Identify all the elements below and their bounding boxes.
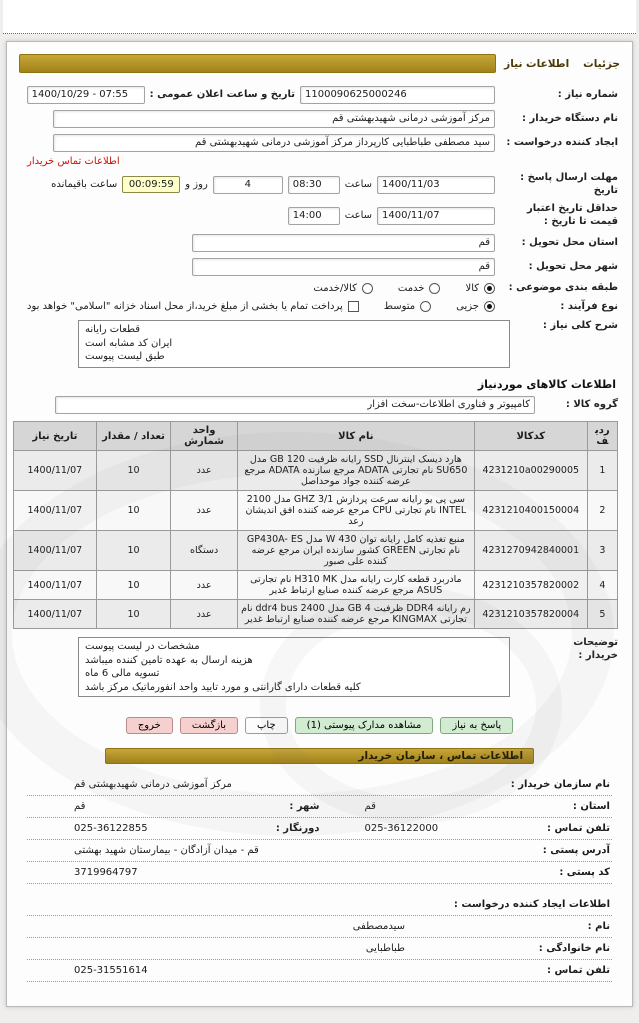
postal-address-value: قم - میدان آزادگان - بیمارستان شهید بهشتی	[74, 845, 259, 856]
creator-info-header-row	[27, 894, 612, 916]
creator-last-name-label: نام خانوادگی :	[538, 943, 610, 954]
need-date-cell: 1400/11/07	[14, 600, 97, 629]
postal-code-value: 3719964797	[74, 867, 138, 878]
response-deadline-label: مهلت ارسال پاسخ : تاریخ	[520, 172, 618, 196]
radio-goods[interactable]	[484, 283, 495, 294]
radio-goods-service-label: کالا/خدمت	[313, 282, 357, 294]
goods-row	[14, 491, 618, 531]
postal-address-label: آدرس پستی :	[542, 845, 610, 856]
page-top-divider	[3, 0, 636, 34]
row-number-cell: 2	[587, 491, 617, 531]
need-date-cell: 1400/11/07	[14, 571, 97, 600]
item-code-cell: 4231210400150004	[474, 491, 587, 531]
buyer-org-field[interactable]: مرکز آموزشی درمانی شهیدبهشتی قم	[53, 110, 495, 128]
buyer-notes-label: توضیحات خریدار :	[573, 637, 618, 661]
buyer-contact-section	[27, 774, 612, 982]
buyer-notes-line: هزینه ارسال به عهده تامین کننده میباشد	[85, 654, 253, 666]
buyer-org-label: نام دستگاه خریدار :	[522, 112, 618, 124]
qty-cell: 10	[96, 571, 171, 600]
process-type-label: نوع فرآیند :	[560, 300, 618, 312]
row-need-number	[13, 83, 626, 107]
phone-label: تلفن تماس :	[546, 823, 610, 834]
radio-goods-service[interactable]	[362, 283, 373, 294]
radio-minor-label: جزیی	[456, 301, 479, 313]
gold-header-bar	[19, 54, 496, 73]
exit-button[interactable]: خروج	[126, 717, 173, 734]
unit-cell: دستگاه	[171, 531, 238, 571]
row-goods-group	[13, 393, 626, 417]
header-unit: واحد شمارش	[171, 422, 238, 451]
creator-first-name-value: سیدمصطفی	[352, 921, 405, 932]
header-row-number: ردیف	[587, 422, 617, 451]
item-code-cell: 4231210357820002	[474, 571, 587, 600]
title-bar	[19, 54, 620, 73]
view-attachments-button[interactable]: مشاهده مدارک پیوستی (1)	[295, 717, 434, 734]
row-delivery-city	[13, 255, 626, 279]
tabs	[504, 58, 620, 70]
item-name-cell: منبع تغذیه کامل رایانه توان 430 W مدل GP430A- ES نام تجارتی GREEN کشور سازنده ایران مرجع عرضه کننده علی صبور	[237, 531, 474, 571]
validity-date-field[interactable]: 1400/11/07	[377, 207, 495, 225]
delivery-city-field[interactable]: قم	[192, 258, 495, 276]
phone-value: 025-36122000	[364, 823, 439, 834]
delivery-province-label: استان محل تحویل :	[521, 236, 618, 248]
radio-goods-label: کالا	[465, 282, 479, 294]
row-request-creator	[13, 131, 626, 155]
unit-cell: عدد	[171, 600, 238, 629]
creator-phone-value: 025-31551614	[74, 965, 148, 976]
delivery-province-field[interactable]: قم	[192, 234, 495, 252]
need-date-cell: 1400/11/07	[14, 451, 97, 491]
respond-to-need-button[interactable]: پاسخ به نیاز	[440, 717, 513, 734]
buyer-contact-section-title: اطلاعات تماس ، سازمان خریدار	[358, 750, 524, 762]
days-label: روز و	[185, 179, 208, 190]
row-buyer-org	[13, 107, 626, 131]
postal-address-row	[27, 840, 612, 862]
unit-cell: عدد	[171, 571, 238, 600]
row-response-deadline	[13, 169, 626, 200]
need-description-line: طبق لیست پیوست	[85, 351, 165, 362]
creator-first-name-label: نام :	[587, 921, 610, 932]
item-name-cell: رم رایانه DDR4 ظرفیت 4 GB مدل ddr4 bus 2400 نام تجارتی KINGMAX مرجع عرضه کننده صنایع ارتباط غدیر	[237, 600, 474, 629]
request-creator-label: ایجاد کننده درخواست :	[506, 136, 618, 148]
header-quantity: تعداد / مقدار	[96, 422, 171, 451]
item-code-cell: 4231210357820004	[474, 600, 587, 629]
phone-fax-row	[27, 818, 612, 840]
qty-cell: 10	[96, 531, 171, 571]
row-number-cell: 3	[587, 531, 617, 571]
need-date-cell: 1400/11/07	[14, 531, 97, 571]
header-item-name: نام کالا	[237, 422, 474, 451]
need-number-field[interactable]: 1100090625000246	[300, 86, 495, 104]
request-creator-field[interactable]: سید مصطفی طباطبایی کارپرداز مرکز آموزشی درمانی شهیدبهشتی قم	[53, 134, 495, 152]
treasury-checkbox-label: پرداخت تمام یا بخشی از مبلغ خرید،از محل اسناد خزانه "اسلامی" خواهد بود	[27, 301, 343, 313]
countdown-label: ساعت باقیمانده	[51, 179, 118, 190]
row-number-cell: 4	[587, 571, 617, 600]
need-description-line: ایران کد مشابه است	[85, 337, 173, 349]
tab-details[interactable]: جزئیات	[583, 57, 620, 70]
postal-code-label: کد پستی :	[559, 867, 610, 878]
city-field	[29, 801, 320, 812]
days-remaining-field: 4	[213, 176, 283, 194]
fax-value: 025-36122855	[74, 823, 148, 834]
fax-label: دورنگار :	[275, 823, 320, 834]
creator-phone-label: تلفن تماس :	[546, 965, 610, 976]
countdown-timer: 00:09:59	[122, 176, 180, 193]
need-date-cell: 1400/11/07	[14, 491, 97, 531]
goods-row	[14, 600, 618, 629]
city-value: قم	[74, 801, 86, 812]
goods-group-field[interactable]: کامپیوتر و فناوری اطلاعات-سخت افزار	[55, 396, 535, 414]
deadline-date-field[interactable]: 1400/11/03	[377, 176, 495, 194]
row-price-validity	[13, 200, 626, 231]
print-button[interactable]: چاپ	[245, 717, 288, 734]
announce-datetime-label: تاریخ و ساعت اعلان عمومی :	[149, 88, 295, 100]
treasury-checkbox[interactable]	[348, 301, 359, 312]
announce-datetime-field[interactable]: 1400/10/29 - 07:55	[27, 86, 145, 104]
row-buyer-notes	[13, 633, 626, 701]
item-code-cell: 4231270942840001	[474, 531, 587, 571]
goods-header-row	[14, 422, 618, 451]
unit-cell: عدد	[171, 491, 238, 531]
province-field	[320, 801, 611, 812]
deadline-time-field[interactable]: 08:30	[288, 176, 340, 194]
tab-need-info[interactable]: اطلاعات نیاز	[504, 57, 570, 70]
goods-table	[13, 421, 618, 629]
org-name-value: مرکز آموزشی درمانی شهیدبهشتی قم	[74, 779, 232, 790]
radio-service-label: خدمت	[397, 282, 425, 294]
province-city-row	[27, 796, 612, 818]
goods-group-label: گروه کالا :	[565, 398, 618, 410]
item-name-cell: هارد دیسک اینترنال SSD رایانه ظرفیت 120 GB مدل SU650 نام تجارتی ADATA مرجع سازنده ADATA مرجع عرضه کننده جواد موحداصل	[237, 451, 474, 491]
need-description-line: قطعات رایانه	[85, 324, 141, 335]
item-name-cell: سی پی یو رایانه سرعت پردازش 3/1 GHZ مدل 2100 INTEL نام تجارتی CPU مرجع عرضه کننده افق اندیشان رعد	[237, 491, 474, 531]
header-need-date: تاریخ نیاز	[14, 422, 97, 451]
creator-last-name-value: طباطبایی	[365, 943, 405, 954]
validity-hour-label: ساعت	[344, 210, 372, 221]
org-name-label: نام سازمان خریدار :	[510, 779, 610, 790]
qty-cell: 10	[96, 600, 171, 629]
province-label: استان :	[572, 801, 610, 812]
row-subject-classification	[13, 279, 626, 298]
qty-cell: 10	[96, 491, 171, 531]
radio-medium[interactable]	[420, 301, 431, 312]
buyer-contact-link[interactable]: اطلاعات تماس خریدار	[27, 156, 120, 167]
row-number-cell: 1	[587, 451, 617, 491]
buyer-notes-line: تسویه مالی 6 ماه	[85, 668, 160, 679]
goods-row	[14, 531, 618, 571]
need-description-box[interactable]	[78, 320, 510, 368]
unit-cell: عدد	[171, 451, 238, 491]
radio-medium-label: متوسط	[383, 301, 416, 313]
row-number-cell: 5	[587, 600, 617, 629]
org-name-row	[27, 774, 612, 796]
creator-phone-row	[27, 960, 612, 982]
price-validity-label: حداقل تاریخ اعتبار قیمت تا تاریخ :	[526, 203, 618, 227]
creator-info-title: اطلاعات ایجاد کننده درخواست :	[453, 899, 610, 910]
subject-classification-label: طبقه بندی موضوعی :	[508, 282, 618, 293]
back-button[interactable]: بازگشت	[180, 717, 238, 734]
postal-code-row	[27, 862, 612, 884]
row-delivery-province	[13, 231, 626, 255]
deadline-hour-label: ساعت	[344, 179, 372, 190]
need-number-label: شماره نیاز :	[557, 88, 618, 100]
row-need-description	[13, 316, 626, 372]
header-item-code: کدکالا	[474, 422, 587, 451]
province-value: قم	[364, 801, 376, 812]
row-process-type	[13, 298, 626, 317]
city-label: شهر :	[289, 801, 320, 812]
buyer-notes-box[interactable]	[78, 637, 510, 697]
goods-section-title: اطلاعات کالاهای موردنیاز	[477, 378, 616, 391]
delivery-city-label: شهر محل تحویل :	[528, 260, 618, 272]
buyer-notes-line: مشخصات در لیست پیوست	[85, 641, 200, 652]
goods-row	[14, 451, 618, 491]
need-details-panel	[6, 41, 633, 1007]
creator-first-name-row	[27, 916, 612, 938]
buyer-notes-line: کلیه قطعات دارای گارانتی و مورد تایید واحد انفورماتیک مرکز باشد	[85, 681, 361, 693]
buyer-contact-section-header	[105, 748, 534, 764]
radio-minor[interactable]	[484, 301, 495, 312]
creator-last-name-row	[27, 938, 612, 960]
action-buttons	[13, 717, 626, 734]
goods-row	[14, 571, 618, 600]
qty-cell: 10	[96, 451, 171, 491]
phone-field	[320, 823, 611, 834]
fax-field	[29, 823, 320, 834]
item-code-cell: 4231210a00290005	[474, 451, 587, 491]
item-name-cell: مادربرد قطعه کارت رایانه مدل H310 MK نام تجارتی ASUS مرجع عرضه کننده صنایع ارتباط غدیر	[237, 571, 474, 600]
validity-time-field[interactable]: 14:00	[288, 207, 340, 225]
need-description-label: شرح کلی نیاز :	[542, 320, 618, 331]
radio-service[interactable]	[429, 283, 440, 294]
